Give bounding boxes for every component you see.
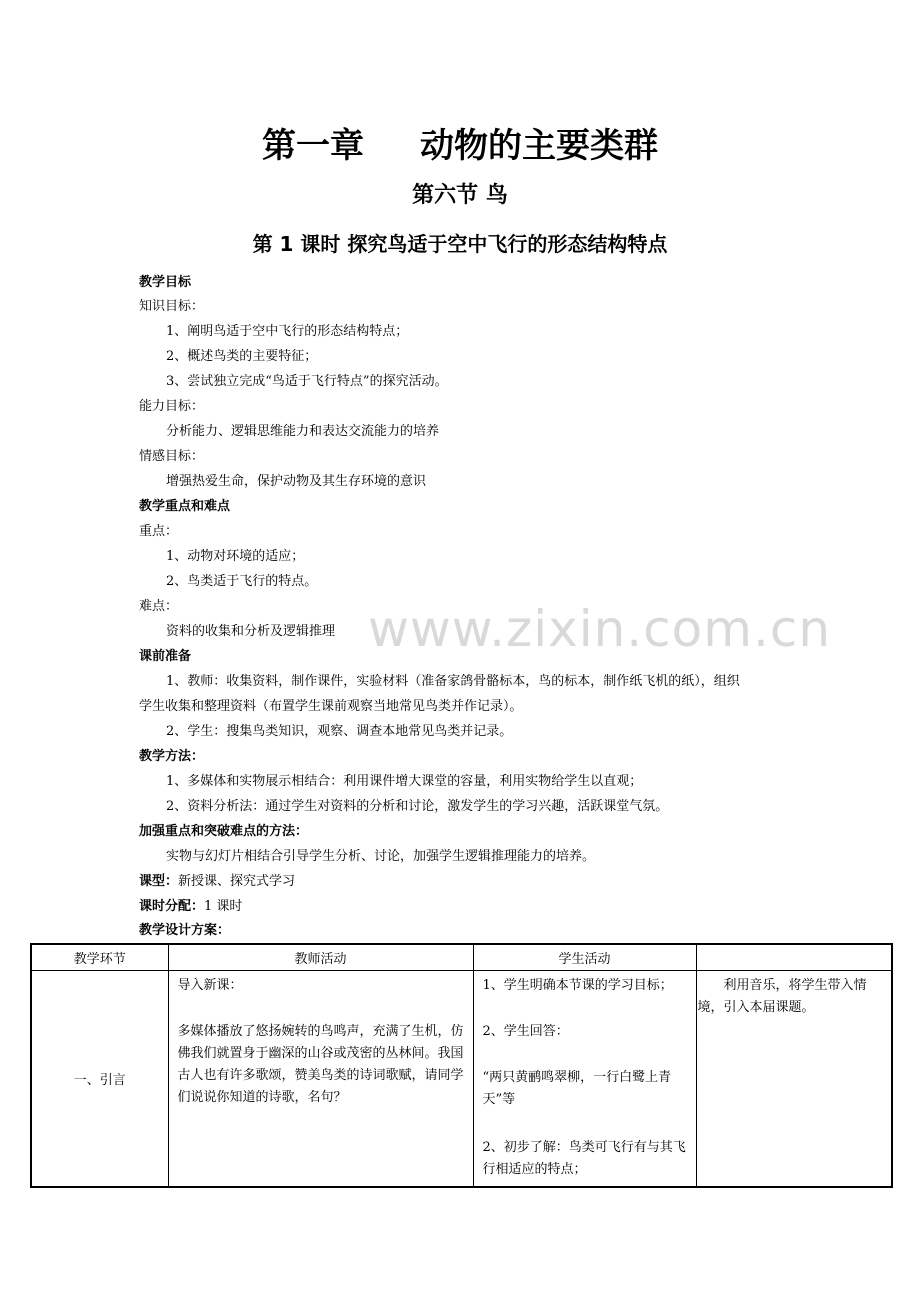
student-item: “两只黄鹂鸣翠柳，一行白鹭上青天”等 (482, 1070, 672, 1107)
lesson-type-label: 课型： (139, 874, 179, 889)
prep-item-1-cont: 学生收集和整理资料（布置学生课前观察当地常见鸟类并作记录）。 (139, 699, 523, 714)
ability-text: 分析能力、逻辑思维能力和表达交流能力的培养 (166, 424, 440, 439)
design-heading: 教学设计方案： (139, 923, 231, 938)
strengthen-text: 实物与幻灯片相结合引导学生分析、讨论，加强学生逻辑推理能力的培养。 (166, 849, 596, 864)
note-cell (696, 971, 892, 1188)
table-row (31, 971, 892, 1188)
chapter-number: 第一章 (262, 126, 364, 166)
key-item: 2、鸟类适于飞行的特点。 (166, 574, 318, 589)
difficult-text: 资料的收集和分析及逻辑推理 (166, 624, 336, 639)
lesson-hours-value: 1 课时 (204, 899, 243, 914)
teacher-cell (168, 971, 473, 1188)
key-item: 1、动物对环境的适应； (166, 549, 305, 564)
student-cell (473, 971, 696, 1188)
key-label: 重点： (139, 524, 179, 539)
teacher-intro: 导入新课： (177, 978, 243, 993)
watermark: www.zixin.com.cn (368, 600, 832, 658)
header-student: 学生活动 (473, 944, 696, 971)
method-item: 1、多媒体和实物展示相结合：利用课件增大课堂的容量，利用实物给学生以直观； (166, 774, 643, 789)
ability-label: 能力目标： (139, 399, 205, 414)
knowledge-item: 3、尝试独立完成“鸟适于飞行特点”的探究活动。 (166, 374, 448, 389)
chapter-name: 动物的主要类群 (420, 126, 658, 166)
section-title: 第六节 鸟 (412, 183, 508, 208)
lesson-hours-label: 课时分配： (139, 899, 205, 914)
header-teacher: 教师活动 (168, 944, 473, 971)
lesson-plan-table (30, 943, 893, 1188)
table-header-row (31, 944, 892, 971)
emotion-text: 增强热爱生命，保护动物及其生存环境的意识 (166, 474, 427, 489)
note-text: 利用音乐，将学生带入情境，引入本届课题。 (697, 978, 867, 1015)
lesson-title: 第 1 课时 探究鸟适于空中飞行的形态结构特点 (252, 232, 668, 256)
header-note (696, 944, 892, 971)
student-item: 2、学生回答： (482, 1024, 569, 1039)
difficult-label: 难点： (139, 599, 179, 614)
prep-heading: 课前准备 (139, 649, 192, 664)
knowledge-label: 知识目标： (139, 299, 205, 314)
teacher-text: 多媒体播放了悠扬婉转的鸟鸣声，充满了生机，仿佛我们就置身于幽深的山谷或茂密的丛林间。我国古人也有许多歌颂，赞美鸟类的诗词歌赋，请同学们说说你知道的诗歌，名句？ (177, 1024, 464, 1105)
emotion-label: 情感目标： (139, 449, 205, 464)
lesson-type (139, 873, 295, 891)
stage-cell: 一、引言 (31, 971, 168, 1188)
prep-item-1: 1、教师：收集资料，制作课件，实验材料（准备家鸽骨骼标本，鸟的标本，制作纸飞机的纸），组织 (166, 674, 740, 689)
lesson-hours (139, 898, 242, 916)
prep-item-2: 2、学生：搜集鸟类知识，观察、调查本地常见鸟类并记录。 (166, 724, 513, 739)
method-item: 2、资料分析法：通过学生对资料的分析和讨论，激发学生的学习兴趣，活跃课堂气氛。 (166, 799, 669, 814)
knowledge-item: 2、概述鸟类的主要特征； (166, 349, 318, 364)
strengthen-heading: 加强重点和突破难点的方法： (139, 824, 309, 839)
header-stage: 教学环节 (31, 944, 168, 971)
student-item: 1、学生明确本节课的学习目标； (482, 978, 673, 993)
goals-heading: 教学目标 (139, 275, 192, 290)
knowledge-item: 1、阐明鸟适于空中飞行的形态结构特点； (166, 324, 409, 339)
method-heading: 教学方法： (139, 749, 205, 764)
key-heading: 教学重点和难点 (139, 499, 231, 514)
chapter-title (0, 118, 920, 167)
lesson-type-value: 新授课、探究式学习 (178, 874, 296, 889)
student-item: 2、初步了解：鸟类可飞行有与其飞行相适应的特点； (482, 1140, 686, 1177)
